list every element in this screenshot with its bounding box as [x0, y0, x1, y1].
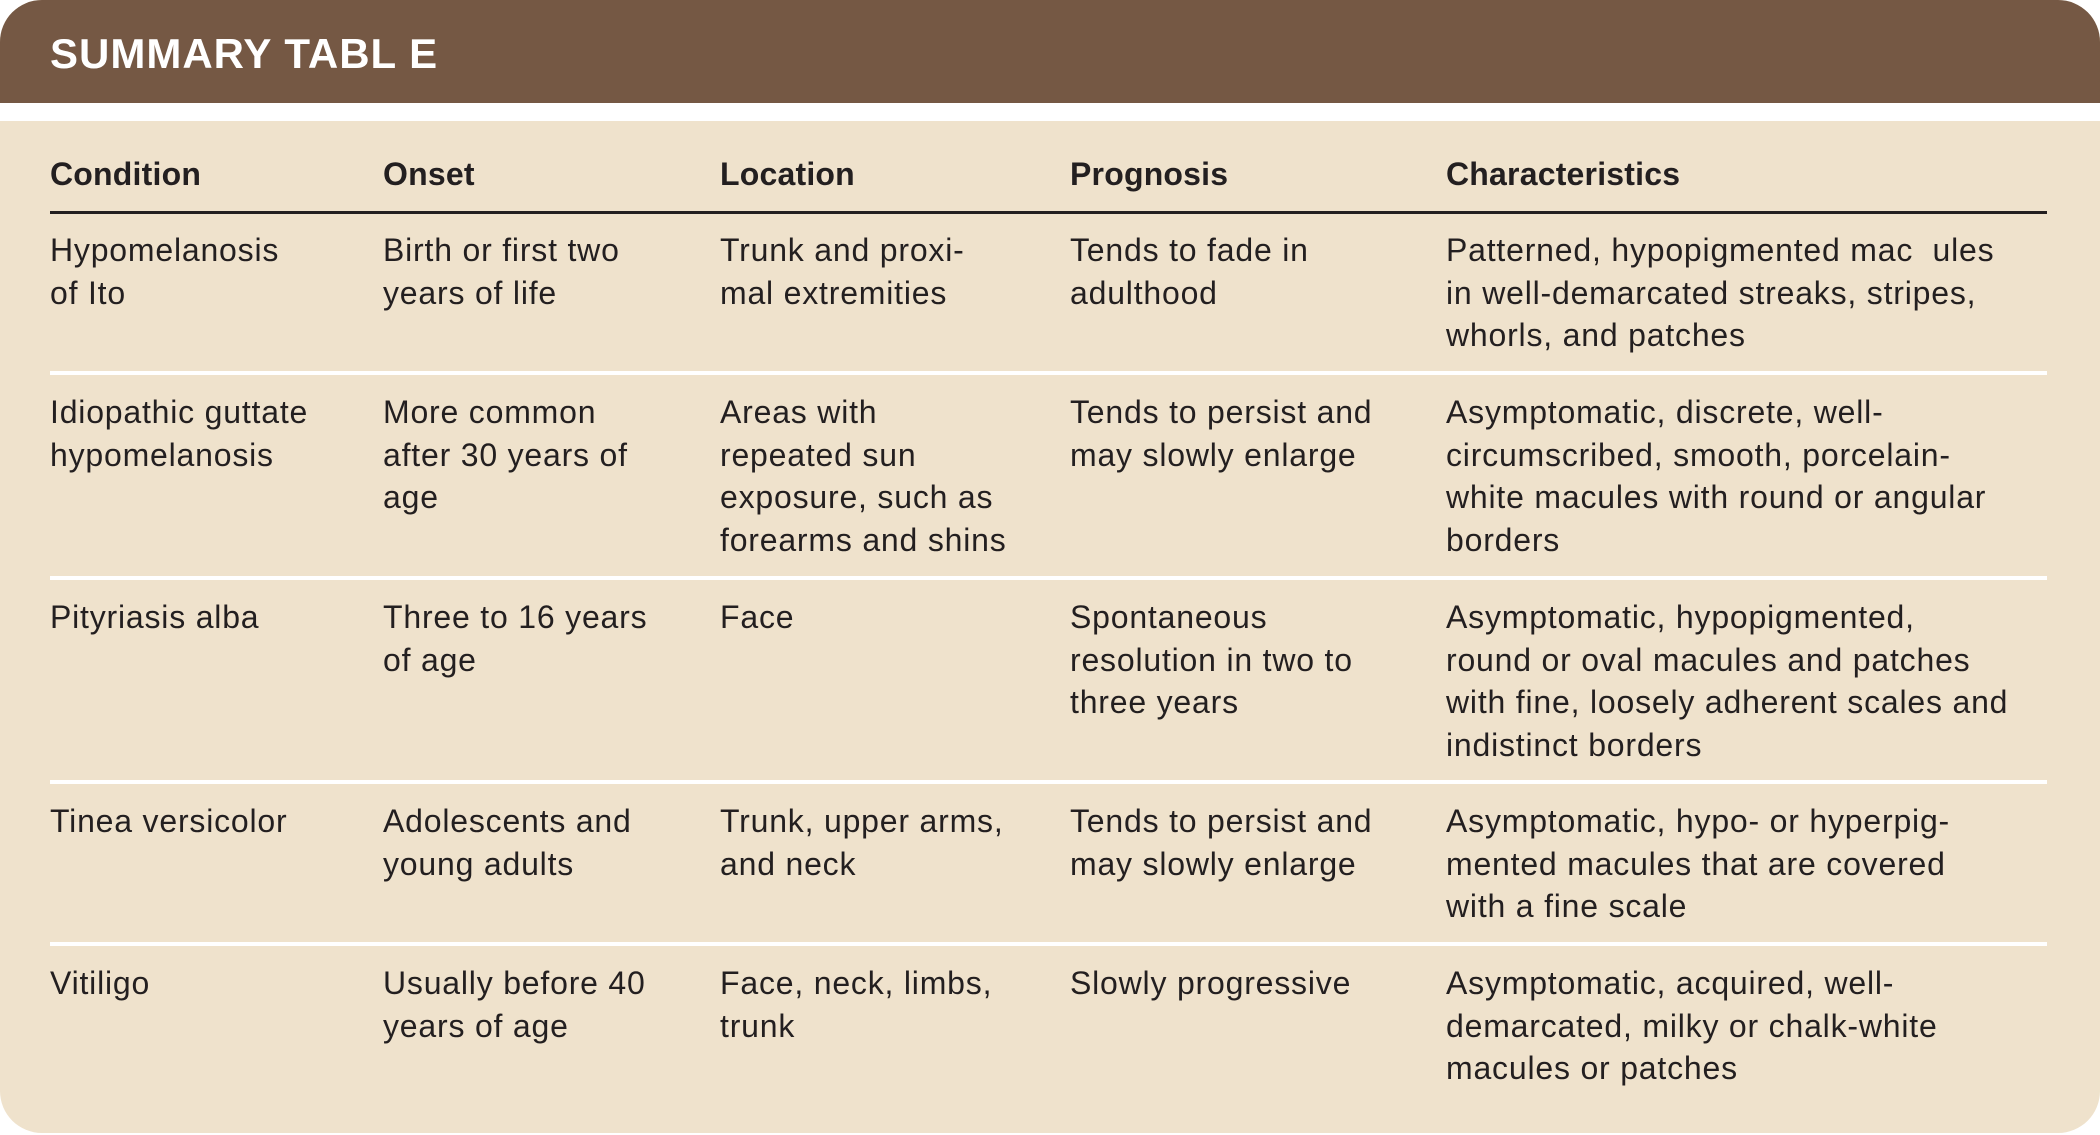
row-separator [50, 371, 2047, 375]
cell-line: may slowly enlarge [1070, 436, 1357, 473]
table-cell-location [720, 229, 1040, 314]
cell-line: after 30 years of [383, 436, 628, 473]
cell-line: Vitiligo [50, 965, 151, 1001]
cell-line: Slowly progressive [1070, 965, 1352, 1001]
cell-line: trunk [720, 1007, 796, 1044]
row-separator [50, 942, 2047, 946]
table-cell-prognosis [1070, 391, 1420, 476]
table-cell-onset [383, 391, 703, 519]
table-cell-condition [50, 962, 370, 1005]
cell-line: demarcated, milky or chalk-white [1446, 1007, 1938, 1044]
cell-line: Face [720, 599, 795, 635]
cell-line: Areas with [720, 394, 878, 430]
cell-line: and neck [720, 845, 857, 882]
cell-line: of age [383, 641, 477, 678]
table-cell-location [720, 596, 1040, 639]
cell-line: hypomelanosis [50, 436, 274, 473]
cell-line: round or oval macules and patches [1446, 641, 1971, 678]
cell-line: whorls, and patches [1446, 317, 1746, 353]
table-cell-condition [50, 800, 370, 843]
table-header-bar [0, 0, 2100, 103]
table-cell-location [720, 962, 1040, 1047]
cell-line: may slowly enlarge [1070, 845, 1357, 882]
cell-line: exposure, such as [720, 479, 994, 515]
cell-line: circumscribed, smooth, porcelain- [1446, 436, 1951, 473]
cell-line: of Ito [50, 274, 126, 311]
cell-line: young adults [383, 845, 575, 882]
table-cell-location [720, 800, 1040, 885]
cell-line: borders [1446, 521, 1561, 558]
header-divider [0, 103, 2100, 121]
cell-line: Face, neck, limbs, [720, 965, 993, 1001]
table-cell-prognosis [1070, 596, 1420, 724]
column-header-row [50, 145, 2047, 211]
table-cell-onset [383, 229, 703, 314]
cell-line: resolution in two to [1070, 641, 1353, 678]
cell-line: Asymptomatic, hypo- or hyperpig- [1446, 803, 1951, 839]
table-cell-onset [383, 962, 703, 1047]
cell-line: Tends to fade in [1070, 232, 1309, 268]
table-cell-condition [50, 391, 370, 476]
table-cell-location [720, 391, 1040, 561]
header-rule [50, 211, 2047, 214]
cell-line: Patterned, hypopigmented mac ules [1446, 232, 1995, 268]
cell-line: Adolescents and [383, 803, 632, 839]
cell-line: with fine, loosely adherent scales and [1446, 684, 2009, 720]
cell-line: forearms and shins [720, 521, 1007, 558]
cell-line: years of age [383, 1007, 569, 1044]
cell-line: Asymptomatic, discrete, well- [1446, 394, 1884, 430]
table-cell-characteristics [1446, 391, 2046, 561]
row-separator [50, 780, 2047, 784]
cell-line: Pityriasis alba [50, 599, 260, 635]
cell-line: More common [383, 394, 597, 430]
table-cell-characteristics [1446, 596, 2046, 766]
table-cell-prognosis [1070, 800, 1420, 885]
table-cell-onset [383, 800, 703, 885]
column-header-condition: Condition [50, 156, 202, 192]
table-cell-prognosis [1070, 962, 1420, 1005]
column-header-onset: Onset [383, 156, 475, 192]
cell-line: mented macules that are covered [1446, 845, 1946, 882]
cell-line: mal extremities [720, 274, 948, 311]
cell-line: Tinea versicolor [50, 803, 288, 839]
cell-line: Trunk, upper arms, [720, 803, 1004, 839]
cell-line: Trunk and proxi- [720, 232, 965, 268]
cell-line: Idiopathic guttate [50, 394, 309, 430]
table-cell-condition [50, 596, 370, 639]
cell-line: years of life [383, 274, 558, 311]
cell-line: white macules with round or angular [1446, 479, 1987, 515]
cell-line: Three to 16 years [383, 599, 648, 635]
table-cell-characteristics [1446, 800, 2046, 928]
table-title: SUMMARY TABL E [50, 30, 439, 77]
cell-line: Spontaneous [1070, 599, 1268, 635]
cell-line: age [383, 479, 439, 515]
cell-line: Birth or first two [383, 232, 620, 268]
cell-line: indistinct borders [1446, 726, 1703, 763]
column-header-location: Location [720, 156, 855, 192]
table-cell-characteristics [1446, 229, 2046, 357]
cell-line: Hypomelanosis [50, 232, 280, 268]
cell-line: repeated sun [720, 436, 917, 473]
cell-line: Tends to persist and [1070, 803, 1373, 839]
cell-line: adulthood [1070, 274, 1218, 311]
row-separator [50, 576, 2047, 580]
cell-line: three years [1070, 684, 1239, 720]
table-cell-characteristics [1446, 962, 2046, 1090]
table-cell-condition [50, 229, 370, 314]
table-cell-onset [383, 596, 703, 681]
column-header-prognosis: Prognosis [1070, 156, 1229, 192]
cell-line: Asymptomatic, hypopigmented, [1446, 599, 1915, 635]
column-header-characteristics: Characteristics [1446, 156, 1681, 192]
cell-line: in well-demarcated streaks, stripes, [1446, 274, 1977, 311]
cell-line: with a fine scale [1446, 888, 1688, 924]
cell-line: Tends to persist and [1070, 394, 1373, 430]
cell-line: Usually before 40 [383, 965, 646, 1001]
table-cell-prognosis [1070, 229, 1420, 314]
summary-table [50, 145, 2047, 1086]
cell-line: Asymptomatic, acquired, well- [1446, 965, 1895, 1001]
cell-line: macules or patches [1446, 1050, 1738, 1086]
